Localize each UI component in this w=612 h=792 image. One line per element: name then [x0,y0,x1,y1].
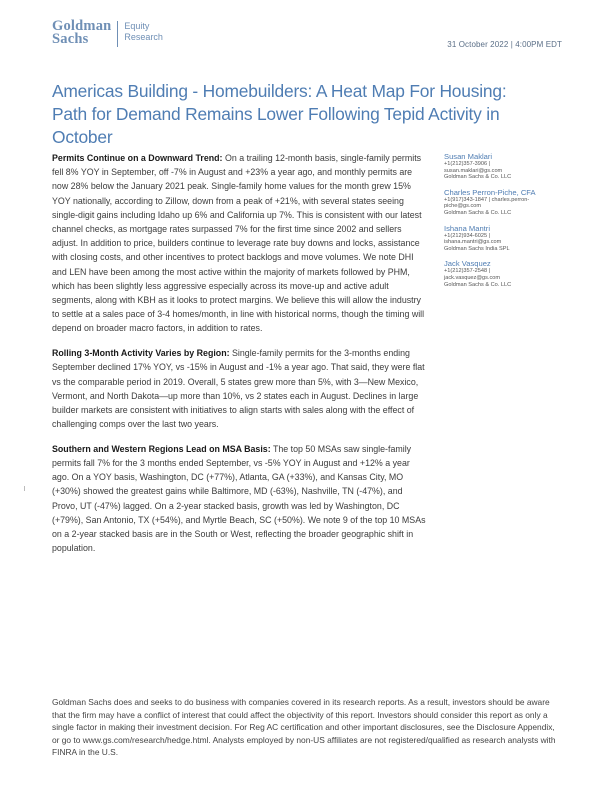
paragraph-permits [52,151,427,336]
author-list [444,152,574,295]
author-email[interactable]: jack.vasquez@gs.com [444,274,501,281]
author-email[interactable]: piche@gs.com [444,203,482,210]
author-name: Jack Vasquez [444,259,491,269]
logo-line-1: Goldman [52,18,112,34]
report-title: Americas Building - Homebuilders: A Heat Map For Housing: Path for Demand Remains Lower Following Tepid Activity in October [52,81,507,147]
logo-wordmark [52,20,111,46]
paragraph-lead: Southern and Western Regions Lead on MSA Basis: [52,443,271,454]
goldman-sachs-logo [52,20,163,47]
author-name: Charles Perron-Piche, CFA [444,187,536,197]
report-dateline: 31 October 2022 | 4:00PM EDT [447,40,562,49]
paragraph-lead: Rolling 3-Month Activity Varies by Region: [52,348,230,359]
paragraph-lead: Permits Continue on a Downward Trend: [52,153,223,163]
dept-line-2: Research [124,31,163,42]
author-card [444,224,574,253]
report-body [52,151,427,566]
author-phone: +1(212)934-6025 | [444,232,491,239]
paragraph-msa-basis [52,442,427,556]
dept-line-1: Equity [124,21,150,31]
paragraph-regional-activity [52,346,427,431]
author-entity: Goldman Sachs & Co. LLC [444,174,512,181]
margin-tick-mark [24,486,25,491]
department-label [124,21,163,42]
author-card [444,188,574,217]
author-entity: Goldman Sachs & Co. LLC [444,281,512,288]
author-card [444,259,574,288]
author-name: Ishana Mantri [444,223,491,233]
paragraph-text: The top 50 MSAs saw single-family permits fall 7% for the 3 months ended September, vs -5% YOY in August and +12% a year ago. On a YOY basis, Washington, DC (+77%), Atlanta, GA (+33%), and Kansas City, MO (+30%) showed the greatest gains while Baltimore, MD (-63%), Nashville, TN (-47%), and Provo, UT (-47%) lagged. On a 2-year stacked basis, growth was led by Washington, DC (+79%), San Antonio, TX (+54%), and Myrtle Beach, SC (+50%). We note 9 of the top 10 MSAs on a 2-year stacked basis are in the South or West, reflecting the broader geographic shift in population. [52,443,426,554]
author-phone: +1(212)357-2548 | [444,268,491,275]
author-phone: +1(212)357-3906 | [444,161,491,167]
author-email[interactable]: ishana.mantri@gs.com [444,239,502,246]
paragraph-text: Single-family permits for the 3-months ending September declined 17% YOY, vs -15% in August and -1% a year ago. That said, they were flat vs the comparable period in 2019. Overall, 5 states grew more than 5%, with 3—New Mexico, Vermont, and North Dakota—up more than 10%, vs 2 states each in August. Declines in large builder markets are consistent with initiatives to align starts with sales along with the effect of challenging comps over the last two years. [52,348,425,430]
author-email[interactable]: susan.maklari@gs.com [444,167,503,174]
author-name: Susan Maklari [444,152,493,161]
author-card [444,152,574,181]
author-entity: Goldman Sachs India SPL [444,245,510,252]
paragraph-text: On a trailing 12-month basis, single-family permits fell 8% YOY in September, off -7% in August and +23% a year ago, and monthly permits are now 28% below the January 2021 peak. Single-family home values for the month grew 15% YOY nationally, according to Zillow, down from a peak of +21%, with several states seeing single-digit gains including Idaho up 6% and California up 7%. This is consistent with our latest channel checks, as mortgage rates surpassed 7% for the first time since 2002 and sellers adjust. In addition to price, builders continue to leverage rate buy downs and locks, assistance with closing costs, and other incentives to protect backlogs and move volumes. We note DHI and LEN have been among the most active within the majority of markets followed by PHM, which has been slightly less aggressive especially across its move-up and active adult segments, along with KBH as it looks to protect margins. We believe this will allow the industry to settle at a sales pace of 3-4 homes/month, in line with historical norms, though the timing will depend on broader macro factors, in addition to rates. [52,153,425,334]
disclosure-notice: Goldman Sachs does and seeks to do business with companies covered in its research reports. As a result, investors should be aware that the firm may have a conflict of interest that could affect the objectivity of this report. Investors should consider this report as only a single factor in making their investment decision. For Reg AC certification and other important disclosures, see the Disclosure Appendix, or go to www.gs.com/research/hedge.html. Analysts employed by non-US affiliates are not registered/qualified as research analysts with FINRA in the U.S. [52,697,556,758]
logo-divider [117,21,118,47]
author-entity: Goldman Sachs & Co. LLC [444,209,512,216]
author-phone: +1(917)343-1847 | charles.perron- [444,196,530,203]
logo-line-2: Sachs [52,31,89,47]
